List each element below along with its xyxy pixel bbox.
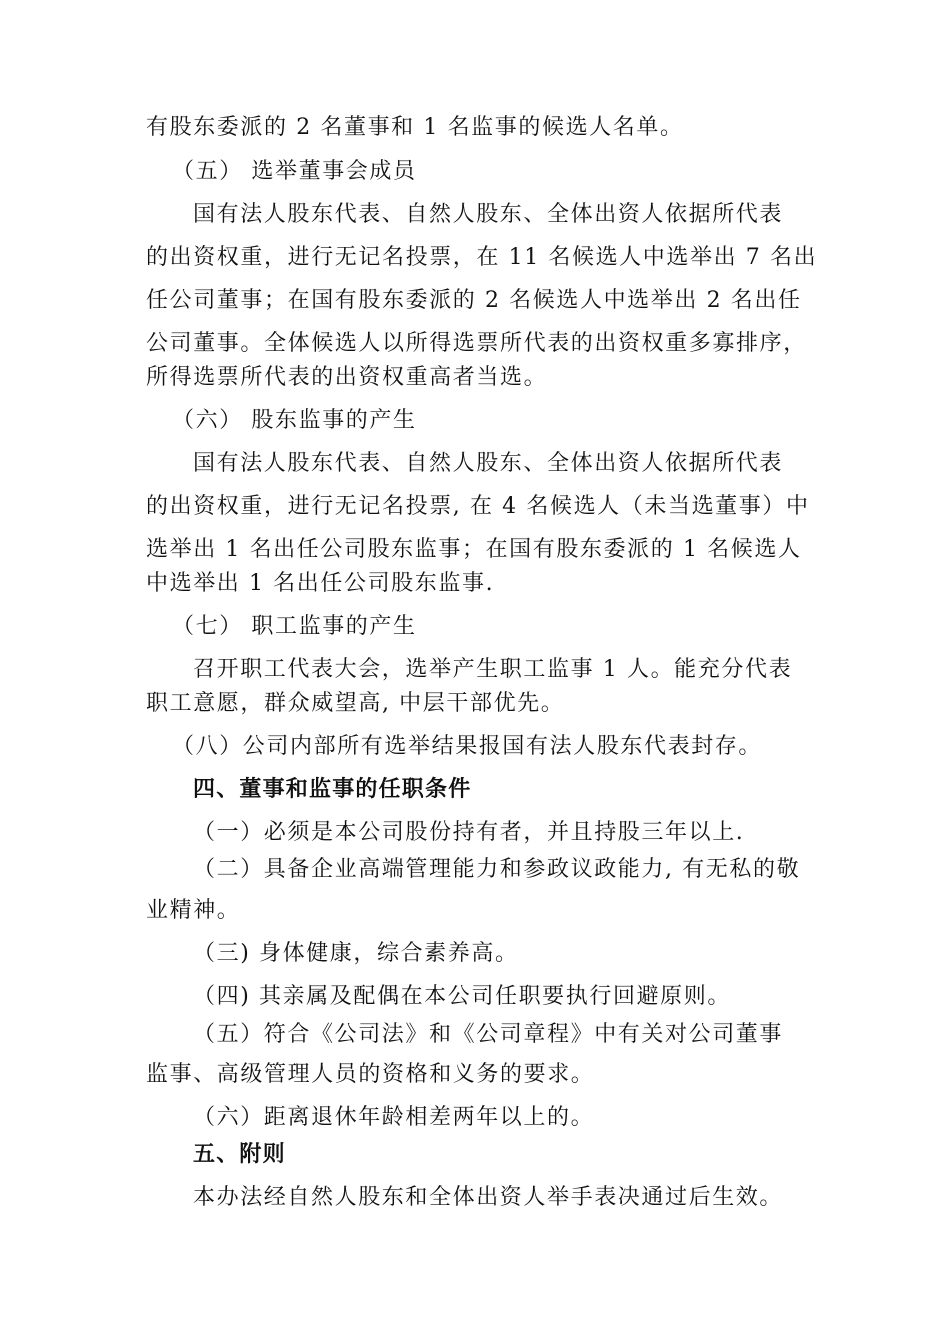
text-line: 职工意愿，群众威望高, 中层干部优先。 (146, 691, 565, 716)
text-line: 业精神。 (146, 898, 241, 923)
section-heading: （五） 选举董事会成员 (172, 159, 417, 184)
text-line: 国有法人股东代表、自然人股东、全体出资人依据所代表 (193, 202, 784, 227)
text-line: （五）符合《公司法》和《公司章程》中有关对公司董事 (193, 1022, 784, 1047)
text-line: （一）必须是本公司股份持有者，并且持股三年以上. (193, 820, 745, 845)
text-line: 中选举出 1 名出任公司股东监事. (146, 571, 495, 596)
text-line: （八）公司内部所有选举结果报国有法人股东代表封存。 (172, 734, 763, 759)
text-line: （六）距离退休年龄相差两年以上的。 (193, 1105, 595, 1130)
text-line: 的出资权重，进行无记名投票, 在 4 名候选人（未当选董事）中 (146, 494, 810, 519)
section-heading: （六） 股东监事的产生 (172, 408, 417, 433)
text-line: （三) 身体健康，综合素养高。 (193, 941, 519, 966)
section-heading: （七） 职工监事的产生 (172, 614, 417, 639)
text-line: 任公司董事；在国有股东委派的 2 名候选人中选举出 2 名出任 (146, 288, 802, 313)
text-line: 国有法人股东代表、自然人股东、全体出资人依据所代表 (193, 451, 784, 476)
text-line: （二）具备企业高端管理能力和参政议政能力, 有无私的敬 (193, 857, 801, 882)
text-line: 召开职工代表大会，选举产生职工监事 1 人。能充分代表 (193, 657, 793, 682)
text-line: （四) 其亲属及配偶在本公司任职要执行回避原则。 (193, 984, 731, 1009)
text-line: 选举出 1 名出任公司股东监事；在国有股东委派的 1 名候选人 (146, 537, 802, 562)
text-line: 有股东委派的 2 名董事和 1 名监事的候选人名单。 (146, 115, 684, 140)
chapter-heading: 五、附则 (193, 1142, 286, 1167)
text-line: 本办法经自然人股东和全体出资人举手表决通过后生效。 (193, 1185, 784, 1210)
text-line: 公司董事。全体候选人以所得选票所代表的出资权重多寡排序， (146, 331, 807, 356)
chapter-heading: 四、董事和监事的任职条件 (193, 777, 472, 802)
text-line: 的出资权重，进行无记名投票，在 11 名候选人中选举出 7 名出 (146, 245, 818, 270)
text-line: 所得选票所代表的出资权重高者当选。 (146, 365, 548, 390)
text-line: 监事、高级管理人员的资格和义务的要求。 (146, 1062, 595, 1087)
